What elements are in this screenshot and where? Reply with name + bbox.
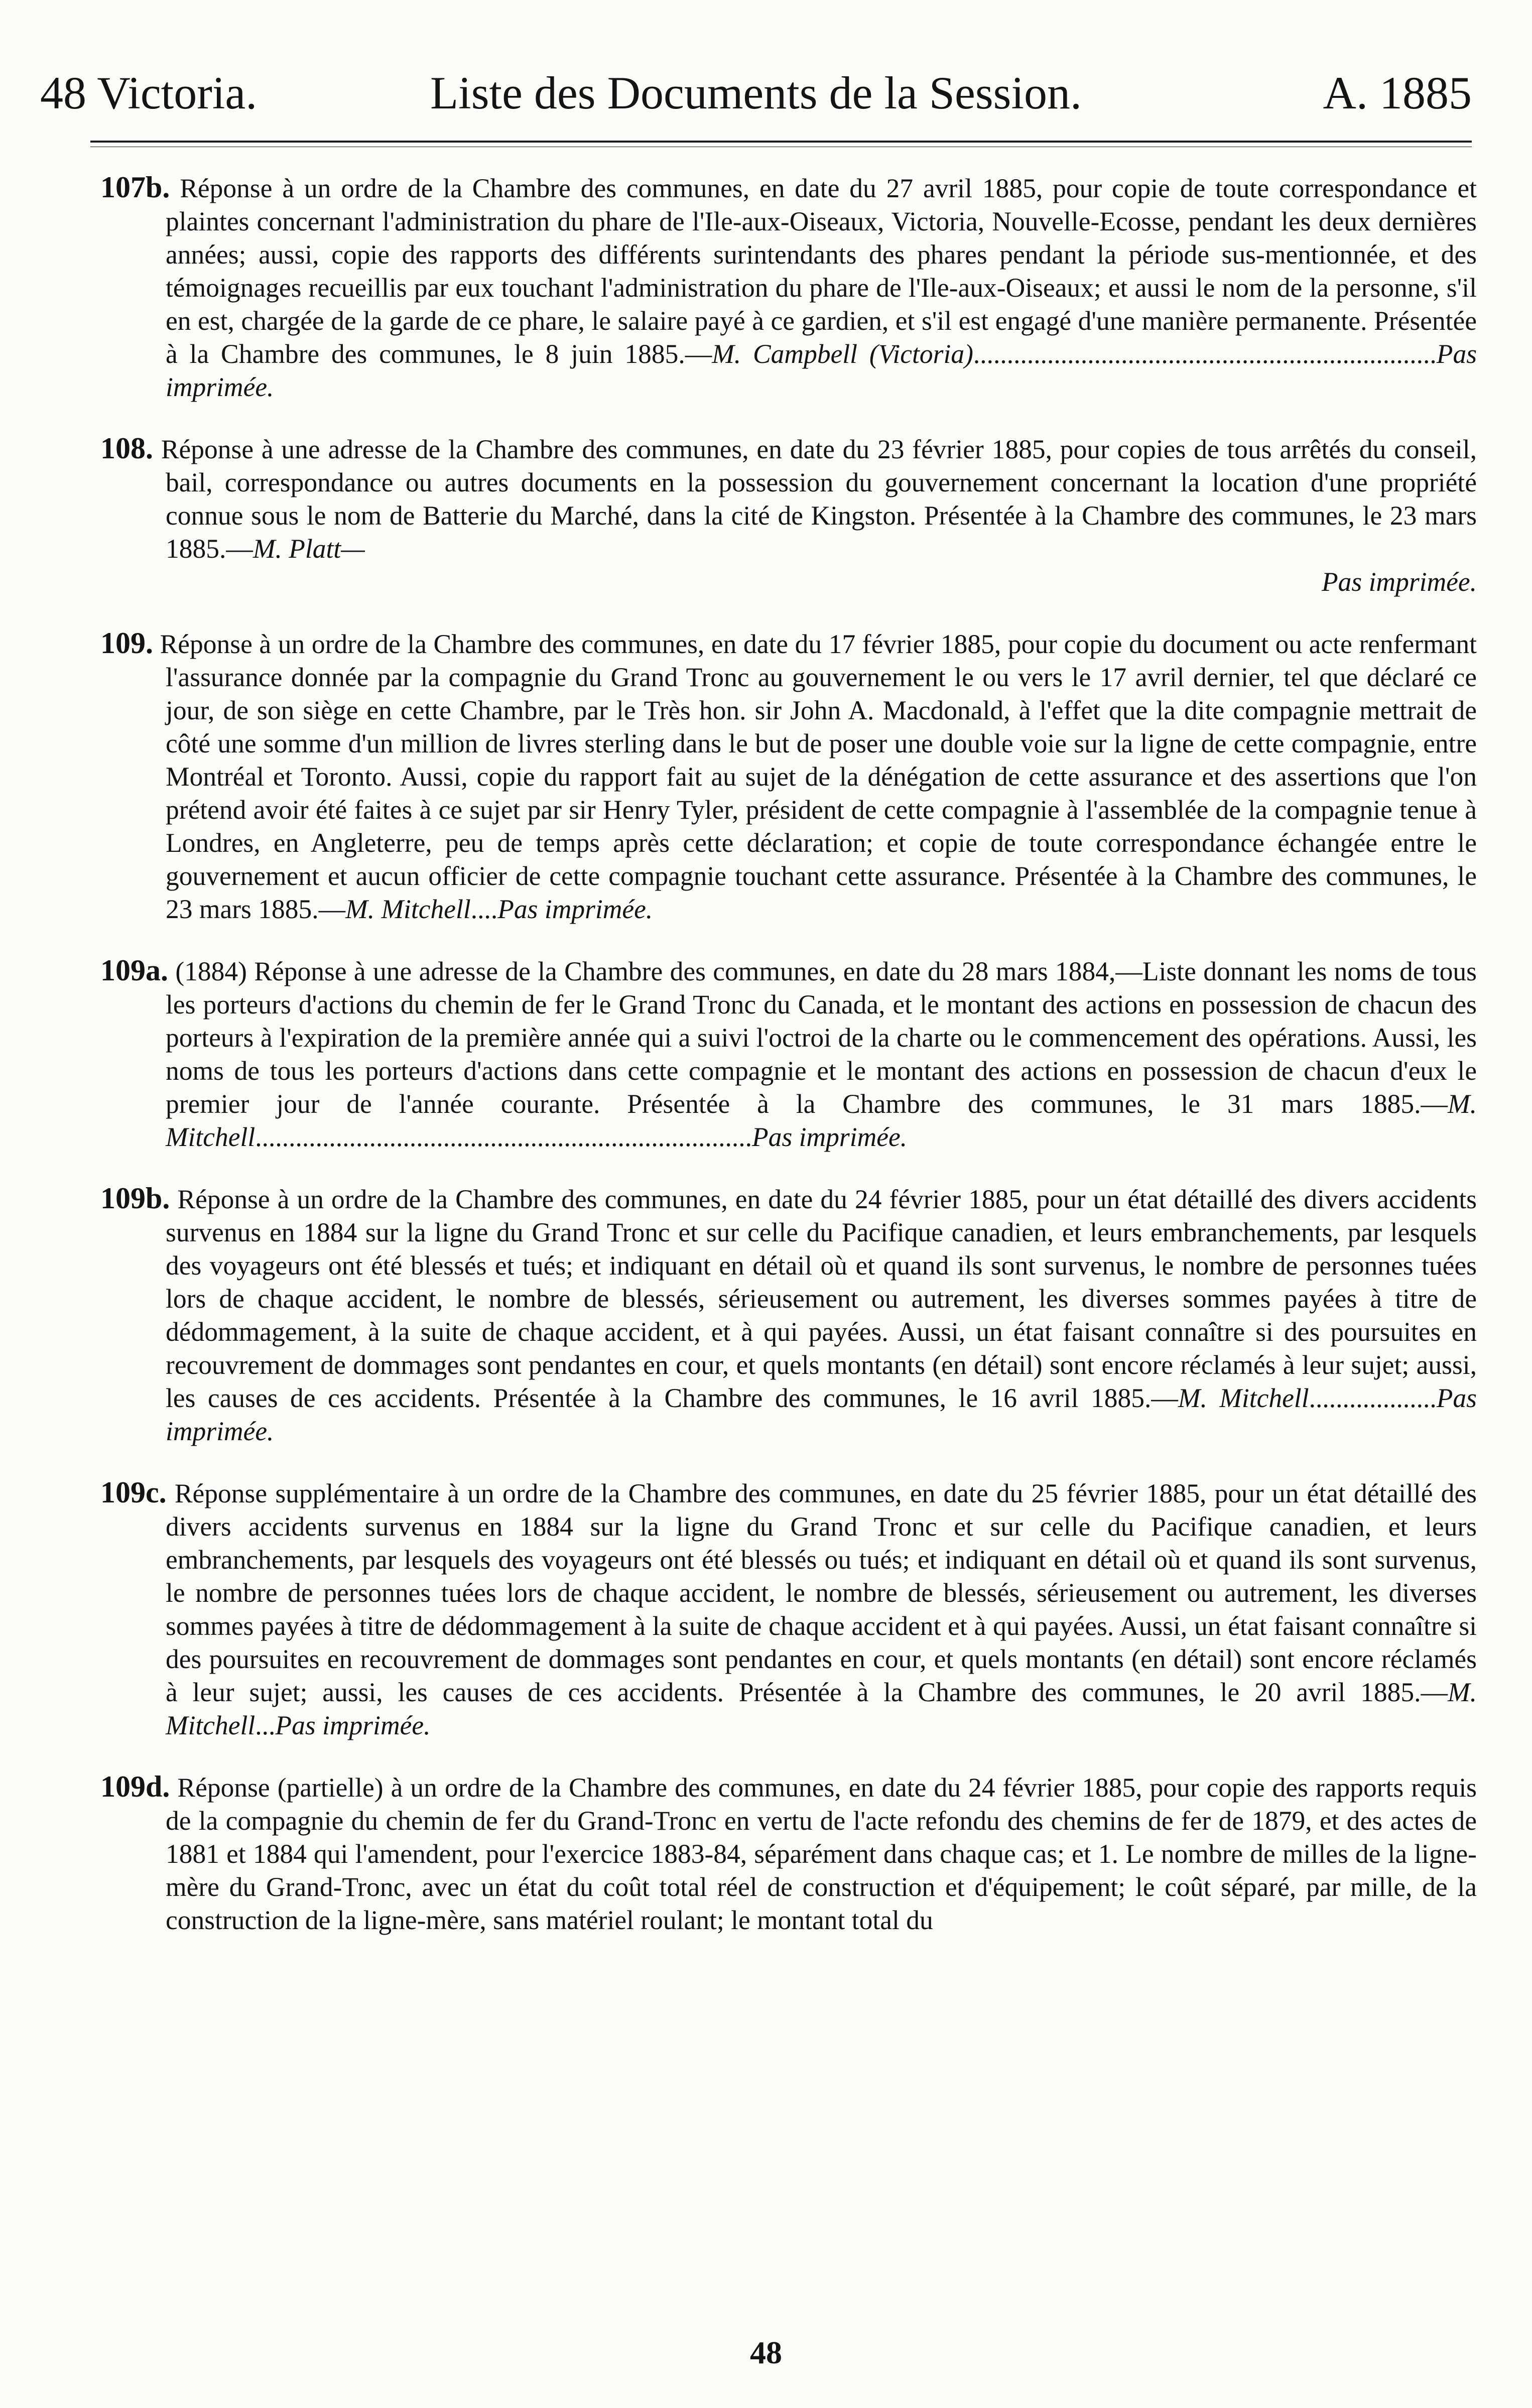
- entry-109c: [100, 1476, 1477, 1742]
- entry-member: M. Mitchell: [166, 1089, 1477, 1152]
- entry-status: Pas imprimée.: [166, 1383, 1477, 1446]
- header-title: Liste des Documents de la Session.: [430, 67, 1082, 118]
- entry-107b: [100, 171, 1477, 404]
- header-year: A. 1885: [1323, 67, 1472, 118]
- entry-member: M. Platt—: [252, 534, 365, 564]
- page-number: 48: [750, 2335, 782, 2370]
- entry-status: Pas imprimée.: [166, 339, 1477, 402]
- entry-109b: [100, 1182, 1477, 1448]
- entry-status: Pas imprimée.: [1321, 567, 1477, 597]
- entry-member: M. Campbell (Victoria): [712, 339, 973, 369]
- entry-text: Réponse à une adresse de la Chambre des communes, en date du 23 février 1885, pour copies de tous arrêtés du conseil, bail, correspondance ou autres documents en la possession du gouvernement concernant la location d'une propriété connue sous le nom de Batterie du Marché, dans la cité de Kingston. Présentée à la Chambre des communes, le 23 mars 1885.—: [161, 434, 1477, 564]
- entry-text: Réponse à un ordre de la Chambre des communes, en date du 24 février 1885, pour un état détaillé des divers accidents survenus en 1884 sur la ligne du Grand Tronc et sur celle du Pacifique canadien, et leurs embranchements, par lesquels des voyageurs ont été blessés et tués; et indiquant en détail où et quand ils sont survenus, le nombre de personnes tuées lors de chaque accident, le nombre de blessés, sérieusement ou autrement, les diverses sommes payées à titre de dédommagement, à la suite de chaque accident, et à qui payées. Aussi, un état faisant connaître si des poursuites en recouvrement de dommages sont pendantes en cour, et quels montants (en détail) sont encore réclamés à leur sujet; aussi, les causes de ces accidents. Présentée à la Chambre des communes, le 16 avril 1885.—: [166, 1184, 1477, 1413]
- entry-number: 108.: [100, 432, 153, 465]
- entry-109: [100, 626, 1477, 926]
- dot-leader: ...: [255, 1710, 276, 1740]
- header-session: 48 Victoria.: [40, 67, 258, 118]
- entry-109d: [100, 1770, 1477, 1937]
- dot-leader: ....: [470, 894, 498, 924]
- dot-leader: ...................: [1309, 1383, 1437, 1413]
- entry-number: 109a.: [100, 954, 168, 987]
- entry-109a: [100, 954, 1477, 1154]
- entry-number: 107b.: [100, 171, 170, 204]
- entry-status: Pas imprimée.: [752, 1122, 908, 1152]
- entry-member: M. Mitchell: [166, 1677, 1477, 1740]
- running-header: [40, 60, 1472, 125]
- entry-text: (1884) Réponse à une adresse de la Chambre des communes, en date du 28 mars 1884,—Liste donnant les noms de tous les porteurs d'actions du chemin de fer le Grand Tronc du Canada, et le montant des actions en possession de chacun des porteurs à l'expiration de la première année qui a suivi l'octroi de la charte ou le commencement des opérations. Aussi, les noms de tous les porteurs d'actions dans cette compagnie et le montant des actions en possession de chacun d'eux le premier jour de l'année courante. Présentée à la Chambre des communes, le 31 mars 1885.—: [166, 956, 1477, 1119]
- entry-number: 109.: [100, 626, 153, 660]
- entry-108: [100, 432, 1477, 598]
- header-double-rule: [90, 141, 1472, 147]
- entry-number: 109b.: [100, 1182, 170, 1215]
- entry-text: Réponse à un ordre de la Chambre des communes, en date du 17 février 1885, pour copie du document ou acte renfermant l'assurance donnée par la compagnie du Grand Tronc au gouvernement le ou vers le 17 avril dernier, tel que déclaré ce jour, de son siège en cette Chambre, par le Très hon. sir John A. Macdonald, à l'effet que la dite compagnie mettrait de côté une somme d'un million de livres sterling dans le but de poser une double voie sur la ligne de cette compagnie, entre Montréal et Toronto. Aussi, copie du rapport fait au sujet de la dénégation de cette assurance et des assertions que l'on prétend avoir été faites à ce sujet par sir Henry Tyler, président de cette compagnie à l'assemblée de la compagnie tenue à Londres, en Angleterre, peu de temps après cette déclaration; et copie de toute correspondance échangée entre le gouvernement et aucun officier de cette compagnie touchant cette assurance. Présentée à la Chambre des communes, le 23 mars 1885.—: [160, 629, 1477, 924]
- entry-number: 109c.: [100, 1476, 167, 1509]
- entry-text: Réponse (partielle) à un ordre de la Chambre des communes, en date du 24 février 1885, pour copie des rapports requis de la compagnie du chemin de fer du Grand-Tronc en vertu de l'acte refondu des chemins de fer de 1879, et des actes de 1881 et 1884 qui l'amendent, pour l'exercice 1883-84, séparément dans chaque cas; et 1. Le nombre de milles de la ligne-mère du Grand-Tronc, avec un état du coût total réel de construction et d'équipement; le coût séparé, par mille, de la construction de la ligne-mère, sans matériel roulant; le montant total du: [166, 1772, 1477, 1935]
- dot-leader: ..........................................................................: [255, 1122, 752, 1152]
- entry-member: M. Mitchell: [1178, 1383, 1309, 1413]
- entry-status: Pas imprimée.: [497, 894, 653, 924]
- entry-status: Pas imprimée.: [275, 1710, 431, 1740]
- entry-text: Réponse à un ordre de la Chambre des communes, en date du 27 avril 1885, pour copie de toute correspondance et plaintes concernant l'administration du phare de l'Ile-aux-Oiseaux, Victoria, Nouvelle-Ecosse, pendant les deux dernières années; aussi, copie des rapports des différents surintendants des phares pendant la période sus-mentionnée, et des témoignages recueillis par eux touchant l'administration du phare de l'Ile-aux-Oiseaux; et aussi le nom de la personne, s'il en est, chargée de la garde de ce phare, le salaire payé à ce gardien, et s'il est engagé d'une manière permanente. Présentée à la Chambre des communes, le 8 juin 1885.—: [166, 173, 1477, 369]
- entry-text: Réponse supplémentaire à un ordre de la Chambre des communes, en date du 25 février 1885, pour un état détaillé des divers accidents survenus en 1884 sur la ligne du Grand Tronc et sur celle du Pacifique canadien, et leurs embranchements, par lesquels des voyageurs ont été blessés ou tués; et indiquant en détail où et quand ils sont survenus, le nombre de personnes tuées lors de chaque accident, le nombre de blessés, sérieusement ou autrement, les diverses sommes payées à titre de dédommagement à la suite de chaque accident et à qui payées. Aussi, un état faisant connaître si des poursuites en recouvrement de dommages sont pendantes en cour, et quels montants (en détail) sont encore réclamés à leur sujet; aussi, les causes de ces accidents. Présentée à la Chambre des communes, le 20 avril 1885.—: [166, 1478, 1477, 1707]
- entry-member: M. Mitchell: [345, 894, 471, 924]
- document-list: [100, 171, 1477, 1965]
- dot-leader: .....................................................................: [973, 339, 1437, 369]
- entry-number: 109d.: [100, 1770, 170, 1803]
